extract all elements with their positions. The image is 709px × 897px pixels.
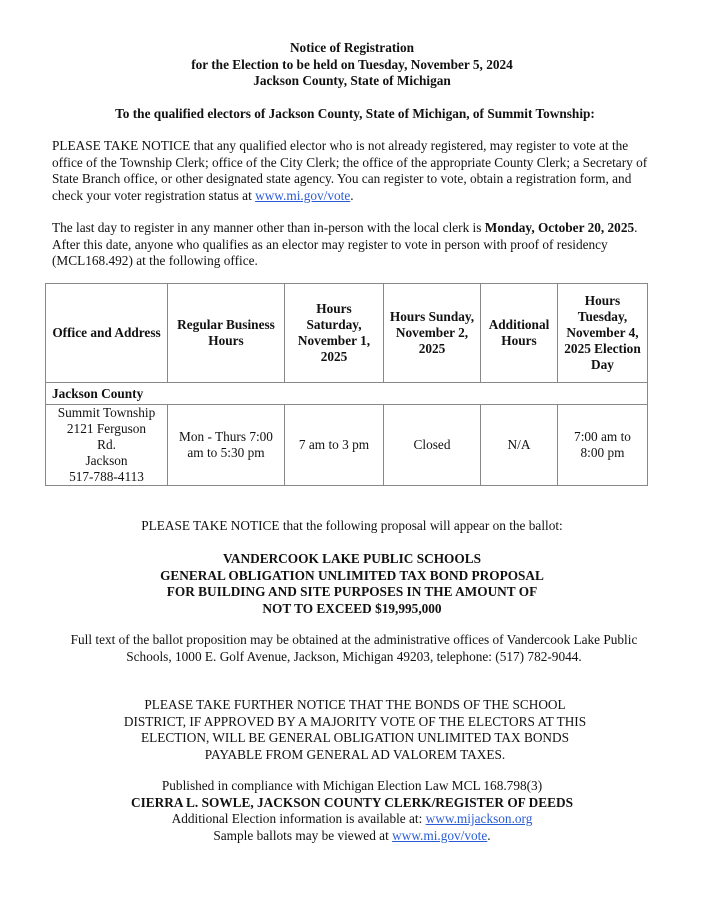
office-phone: 517-788-4113 (69, 469, 144, 484)
cell-election-day: 7:00 am to 8:00 pm (558, 405, 648, 486)
deadline-date: Monday, October 20, (484, 220, 605, 235)
header-sunday: Hours Sunday, November 2, 2025 (384, 284, 481, 383)
office-street-suffix: Rd. (97, 437, 116, 452)
notice-header (52, 40, 652, 90)
cell-office (46, 405, 168, 486)
para2-post: . After this date, anyone who qualifies as an elector may register to vote in person with proof of residency (MCL168.492) at the following office. (52, 220, 638, 268)
proposal-line-1: VANDERCOOK LAKE PUBLIC SCHOOLS (223, 551, 481, 566)
footer (52, 778, 652, 844)
para1-text: PLEASE TAKE NOTICE that any qualified elector who is not already registered, may register to vote at the office of the Township Clerk; office of the City Clerk; the office of the appropriate County Clerk; a Secretary of State Branch office, or other designated state agency. You can register to vote, obtain a registration form, and check your voter registration status at (52, 138, 648, 203)
cell-regular: Mon - Thurs 7:00 am to 5:30 pm (168, 405, 285, 486)
info-line (52, 811, 652, 828)
proposal-line-3: FOR BUILDING AND SITE PURPOSES IN THE AMOUNT OF (166, 584, 538, 599)
notice-county: Jackson County, State of Michigan (253, 73, 451, 88)
sample-end: . (487, 827, 491, 843)
info-text: Additional Election information is available at: (171, 811, 426, 826)
notice-title: Notice of Registration (289, 40, 415, 55)
deadline-paragraph (52, 220, 652, 270)
header-regular: Regular Business Hours (168, 284, 285, 383)
office-name: Summit Township (57, 405, 156, 420)
header-saturday: Hours Saturday, November 1, 2025 (285, 284, 384, 383)
para2-pre: The last day to register in any manner other than in-person with the local clerk is (52, 220, 485, 235)
group-jackson-county: Jackson County (46, 383, 648, 405)
header-election-day: Hours Tuesday, November 4, 2025 Election Day (558, 284, 648, 383)
clerk-name: CIERRA L. SOWLE, JACKSON COUNTY CLERK/REGISTER OF DEEDS (131, 794, 573, 810)
office-hours-table (45, 283, 648, 486)
mi-gov-vote-link[interactable]: www.mi.gov/vote (255, 187, 351, 203)
proposal-title (52, 551, 652, 617)
cell-saturday: 7 am to 3 pm (285, 405, 384, 486)
mijackson-link[interactable]: www.mijackson.org (425, 811, 533, 826)
registration-paragraph (52, 138, 652, 204)
para1-end: . (350, 187, 354, 203)
cell-additional: N/A (481, 405, 558, 486)
proposal-line-4: NOT TO EXCEED $19,995,000 (262, 600, 442, 616)
cell-sunday: Closed (384, 405, 481, 486)
proposal-notice: PLEASE TAKE NOTICE that the following proposal will appear on the ballot: (141, 518, 563, 533)
deadline-year: 2025 (607, 220, 635, 235)
published-compliance: Published in compliance with Michigan Election Law MCL 168.798(3) (161, 778, 543, 793)
table-header-row (46, 284, 648, 383)
notice-subtitle: for the Election to be held on Tuesday, November 5, 2024 (191, 56, 513, 72)
full-text-paragraph: Full text of the ballot proposition may be obtained at the administrative offices of Vandercook Lake Public Schools, 1000 E. Golf Avenue, Jackson, Michigan 49203, telephone: (517) 782-9044. (70, 632, 638, 664)
proposal-line-2: GENERAL OBLIGATION UNLIMITED TAX BOND PROPOSAL (160, 567, 544, 583)
sample-ballot-line (52, 828, 652, 845)
salutation: To the qualified electors of Jackson County, State of Michigan, of Summit Township: (115, 106, 595, 121)
office-street: 2121 Ferguson (66, 421, 147, 436)
header-additional: Additional Hours (481, 284, 558, 383)
further-notice: PLEASE TAKE FURTHER NOTICE THAT THE BONDS OF THE SCHOOL DISTRICT, IF APPROVED BY A MAJORITY VOTE OF THE ELECTORS AT THIS ELECTION, WILL BE GENERAL OBLIGATION UNLIMITED TAX BONDS PAYABLE FROM GENERAL AD VALOREM TAXES. (123, 697, 587, 762)
table-group-row (46, 383, 648, 405)
sample-ballot-link[interactable]: www.mi.gov/vote (392, 827, 488, 843)
office-city: Jackson (85, 453, 128, 468)
sample-text: Sample ballots may be viewed at (213, 827, 393, 843)
table-row (46, 405, 648, 486)
header-office: Office and Address (46, 284, 168, 383)
